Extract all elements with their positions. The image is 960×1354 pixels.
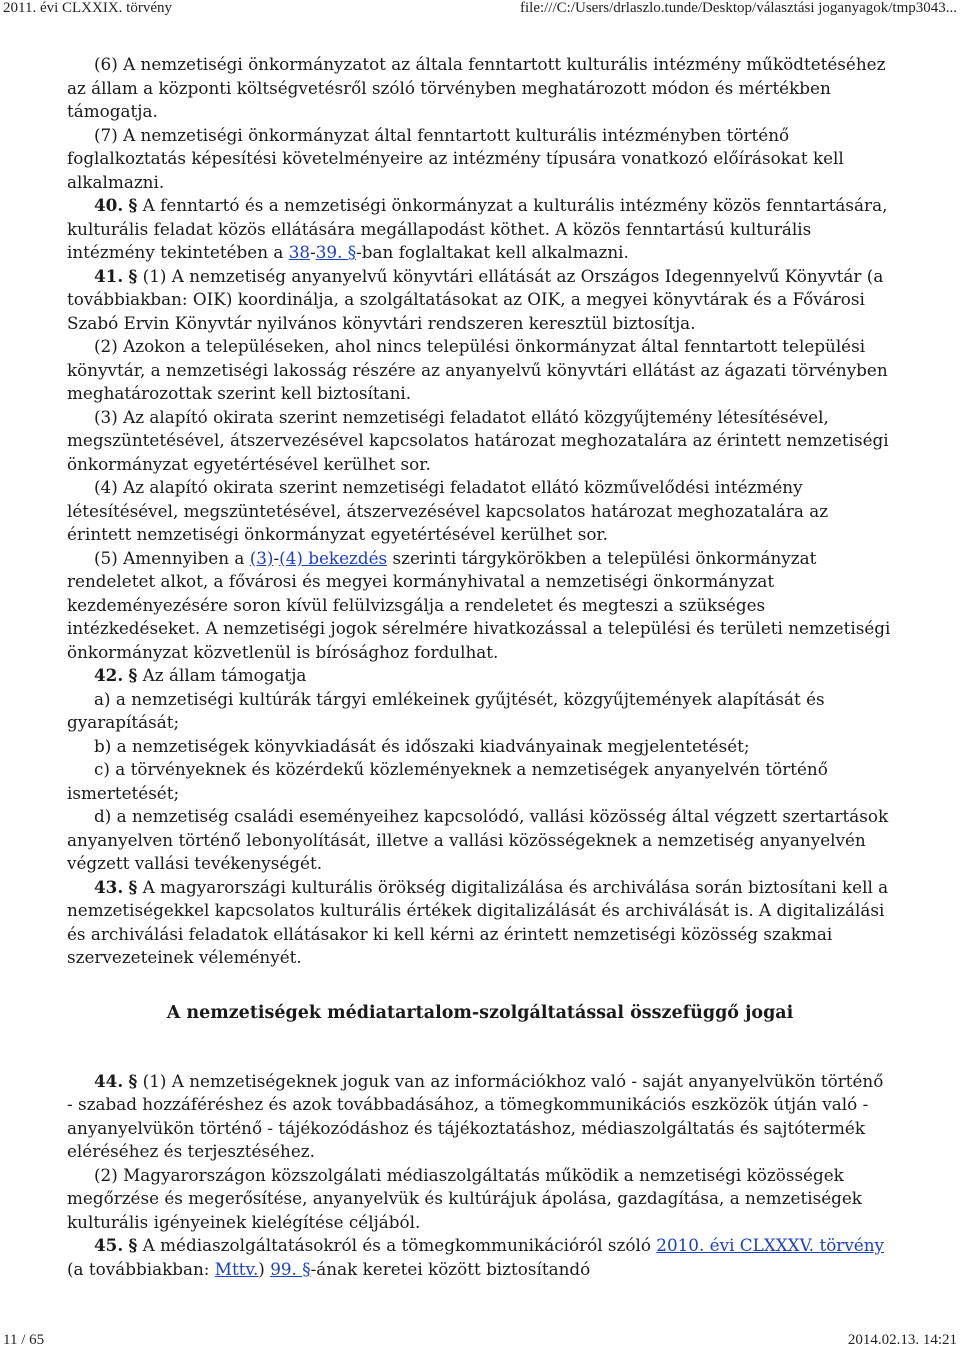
header-title: 2011. évi CLXXIX. törvény [3, 0, 172, 16]
section-text: (5) Amennyiben a [94, 547, 250, 568]
section-text: Az állam támogatja [137, 665, 307, 685]
section-45 [67, 1234, 893, 1281]
section-number: 41. [94, 265, 124, 286]
section-42-item-c: c) a törvényeknek és közérdekű közleményeknek a nemzetiségek anyanyelvén történő ismertetését; [67, 759, 828, 803]
section-heading: A nemzetiségek médiatartalom-szolgáltatással összefüggő jogai [166, 1002, 794, 1023]
section-41-paragraph-1 [67, 265, 893, 336]
section-42-item-a: a) a nemzetiségi kultúrák tárgyi emlékeinek gyűjtését, közgyűjtemények alapítását és gyarapítását; [67, 688, 825, 732]
section-text: -ban foglaltakat kell alkalmazni. [356, 242, 629, 262]
section-text: ) [258, 1258, 271, 1279]
link-paragraph-3[interactable]: (3) [249, 547, 274, 568]
section-number: 43. [94, 876, 124, 897]
document-body [67, 53, 893, 1281]
s39-paragraph-7: (7) A nemzetiségi önkormányzat által fenntartott kulturális intézményben történő foglalkoztatás képesítési követelményeire az intézmény típusára vonatkozó előírásokat kell alkalmazni. [67, 124, 844, 192]
section-text: -ának keretei között biztosítandó [310, 1258, 591, 1279]
link-section-38[interactable]: 38 [288, 242, 311, 262]
dash: - [310, 242, 316, 262]
section-sign: § [128, 665, 138, 685]
section-sign: § [128, 1235, 138, 1255]
link-section-99[interactable]: 99. § [270, 1258, 311, 1279]
section-42-item-b: b) a nemzetiségek könyvkiadását és időszaki kiadványainak megjelentetését; [94, 735, 750, 756]
section-text: A médiaszolgáltatásokról és a tömegkommunikációról szóló [137, 1235, 657, 1255]
section-42-intro [67, 664, 893, 688]
print-footer [0, 1332, 960, 1354]
print-timestamp: 2014.02.13. 14:21 [847, 1332, 957, 1348]
link-paragraph-4[interactable]: (4) bekezdés [279, 547, 388, 568]
section-sign: § [128, 265, 138, 286]
page-counter: 11 / 65 [3, 1332, 45, 1348]
dash: - [273, 547, 280, 568]
section-text: szerinti tárgykörökben a települési önkormányzat rendeletet alkot, a fővárosi és megyei kormányhivatal a nemzetiségi önkormányzat kezdeményezésére soron kívül felülvizsgálja a rendeletet és megteszi a szükséges intézkedéseket. A nemzetiségi jogok sérelmére hivatkozással a települési és területi nemzetiségi önkormányzat közvetlenül is bírósághoz fordulhat. [67, 547, 891, 662]
section-number: 45. [94, 1235, 124, 1255]
section-sign: § [128, 195, 138, 215]
print-header [0, 0, 960, 22]
section-44-paragraph-2: (2) Magyarországon közszolgálati médiaszolgáltatás működik a nemzetiségi közösségek megőrzése és megerősítése, anyanyelvük és kultúrájuk ápolása, gazdagítása, a nemzetiségek kulturális igényeinek kielégítése céljából. [67, 1164, 862, 1232]
section-41-paragraph-3: (3) Az alapító okirata szerint nemzetiségi feladatot ellátó közgyűjtemény létesítésével, megszüntetésével, átszervezésével kapcsolatos határozat meghozatalára az érintett nemzetiségi önkormányzat egyetértésével kerülhet sor. [67, 406, 889, 474]
section-43 [67, 876, 893, 970]
section-number: 42. [94, 665, 124, 685]
s39-paragraph-6: (6) A nemzetiségi önkormányzatot az általa fenntartott kulturális intézmény működtetéséhez az állam a központi költségvetésről szóló törvényben meghatározott módon és mértékben támogatja. [67, 54, 886, 121]
section-text: (1) A nemzetiség anyanyelvű könyvtári ellátását az Országos Idegennyelvű Könyvtár (a továbbiakban: OIK) koordinálja, a szolgáltatásokat az OIK, a megyei könyvtárak és a Fővárosi Szabó Ervin Könyvtár nyilvános könyvtári rendszeren keresztül biztosítja. [67, 265, 884, 333]
link-mttv-abbrev[interactable]: Mttv. [214, 1258, 259, 1279]
section-44-paragraph-1 [67, 1070, 893, 1164]
section-41-paragraph-4: (4) Az alapító okirata szerint nemzetiségi feladatot ellátó közművelődési intézmény létesítésével, megszüntetésével, átszervezésével kapcsolatos határozat meghozatalára az érintett nemzetiségi önkormányzat egyetértésével kerülhet sor. [67, 477, 829, 544]
section-sign: § [128, 1070, 138, 1091]
section-42-item-d: d) a nemzetiség családi eseményeihez kapcsolódó, vallási közösség által végzett szertartások anyanyelven történő lebonyolítását, illetve a vallási közösségeknek a nemzetiség anyanyelvén végzett vallási tevékenységét. [67, 806, 889, 873]
section-40 [67, 194, 893, 265]
section-text: (1) A nemzetiségeknek joguk van az információkhoz való - saját anyanyelvükön történő - szabad hozzáféréshez és azok továbbadásához, a tömegkommunikációs eszközök útján való - anyanyelvükön történő - tájékozódáshoz és tájékoztatáshoz, médiaszolgáltatás és sajtótermék eléréséhez és terjesztéséhez. [67, 1070, 884, 1161]
link-section-39[interactable]: 39. § [315, 242, 357, 262]
header-file-path: file:///C:/Users/drlaszlo.tunde/Desktop/választási joganyagok/tmp3043... [519, 0, 957, 16]
section-text: A fenntartó és a nemzetiségi önkormányzat a kulturális intézmény közös fenntartására, kulturális feladat közös ellátására megállapodást köthet. A közös fenntartású kulturális intézmény tekintetében a [67, 195, 888, 262]
section-41-paragraph-2: (2) Azokon a településeken, ahol nincs települési önkormányzat által fenntartott települési könyvtár, a nemzetiségi lakosság részére az anyanyelvű könyvtári ellátást az ágazati törvényben meghatározottak szerint kell biztosítani. [67, 336, 888, 403]
section-41-paragraph-5 [67, 547, 893, 665]
section-sign: § [128, 876, 138, 897]
link-mttv-law[interactable]: 2010. évi CLXXXV. törvény [656, 1235, 885, 1255]
section-number: 44. [94, 1070, 124, 1091]
section-text: (a továbbiakban: [67, 1258, 215, 1279]
section-text: A magyarországi kulturális örökség digitalizálása és archiválása során biztosítani kell a nemzetiségekkel kapcsolatos kulturális értékek digitalizálását és archiválását is. A digitalizálási és archiválási feladatok ellátásakor ki kell kérni az érintett nemzetiségi közösség szakmai szervezeteinek véleményét. [67, 876, 889, 967]
section-number: 40. [94, 195, 124, 215]
